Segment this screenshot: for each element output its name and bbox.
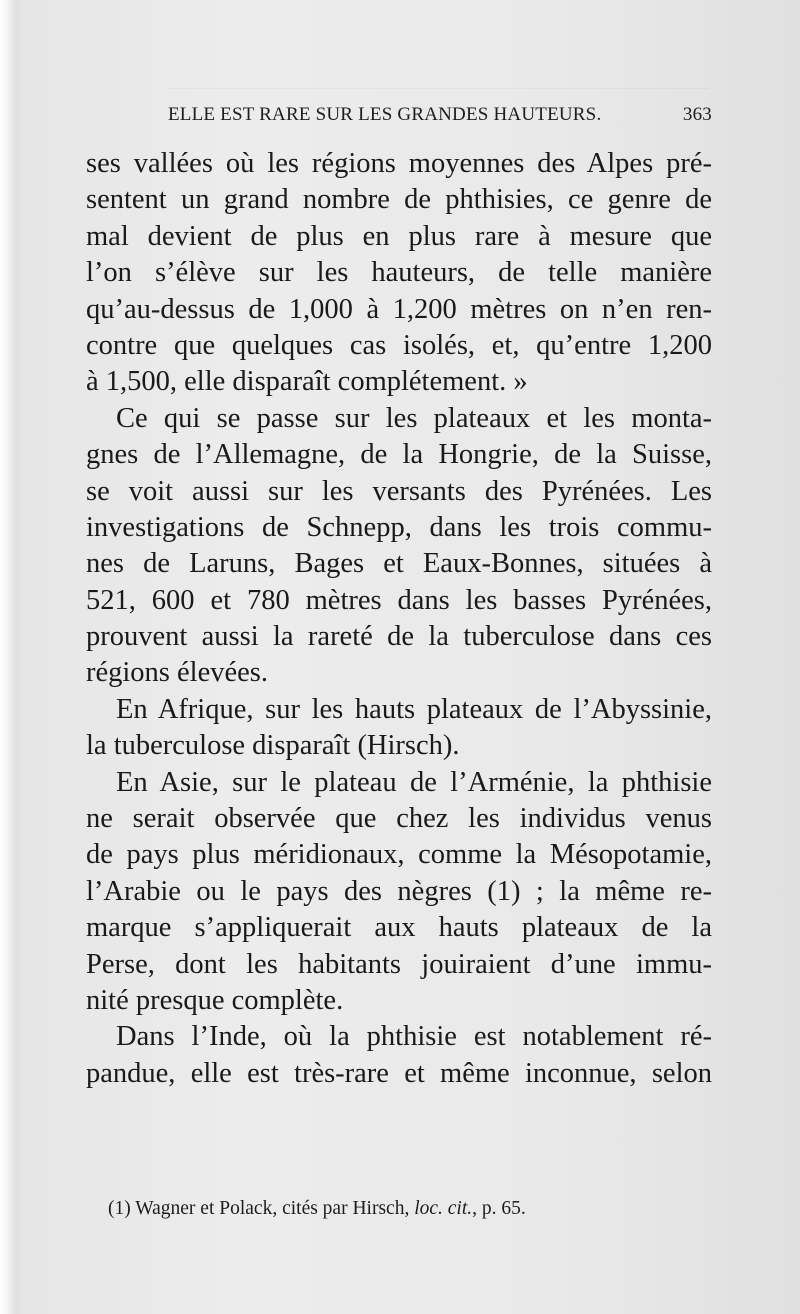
- page-edge: [0, 0, 16, 1314]
- footnote: [108, 1198, 668, 1220]
- text-line: Ce qui se passe sur les plateaux et les monta-: [116, 402, 712, 434]
- text-line: nes de Laruns, Bages et Eaux-Bonnes, situées à: [86, 548, 712, 580]
- footnote-marker: (1): [108, 1198, 131, 1219]
- text-line: En Asie, sur le plateau de l’Arménie, la phthisie: [116, 766, 712, 798]
- text-line: régions élevées.: [86, 657, 269, 689]
- text-line: la tuberculose disparaît (Hirsch).: [86, 730, 460, 762]
- text-line: 521, 600 et 780 mètres dans les basses Pyrénées,: [86, 584, 712, 616]
- text-line: investigations de Schnepp, dans les trois commu-: [86, 511, 712, 543]
- text-line: sentent un grand nombre de phthisies, ce genre de: [86, 184, 712, 216]
- text-line: contre que quelques cas isolés, et, qu’entre 1,200: [86, 329, 712, 361]
- text-line: mal devient de plus en plus rare à mesure que: [86, 220, 712, 252]
- text-line: qu’au-dessus de 1,000 à 1,200 mètres on n’en ren-: [86, 293, 712, 325]
- text-line: prouvent aussi la rareté de la tuberculose dans ces: [86, 621, 712, 653]
- footnote-page: , p. 65.: [472, 1198, 526, 1219]
- text-line: se voit aussi sur les versants des Pyrénées. Les: [86, 475, 712, 507]
- running-head: [168, 104, 712, 132]
- footnote-ref: loc. cit.: [414, 1198, 473, 1219]
- text-line: En Afrique, sur les hauts plateaux de l’Abyssinie,: [116, 693, 712, 725]
- running-title: ELLE EST RARE SUR LES GRANDES HAUTEURS.: [168, 104, 602, 125]
- text-line: gnes de l’Allemagne, de la Hongrie, de la Suisse,: [86, 439, 712, 471]
- body-text: [86, 146, 712, 1092]
- show-through: [168, 62, 708, 89]
- text-line: marque s’appliquerait aux hauts plateaux de la: [86, 912, 712, 944]
- page-number: 363: [682, 104, 712, 125]
- text-line: de pays plus méridionaux, comme la Mésopotamie,: [86, 839, 712, 871]
- text-line: Perse, dont les habitants jouiraient d’une immu-: [86, 948, 712, 980]
- text-line: l’Arabie ou le pays des nègres (1) ; la même re-: [86, 875, 712, 907]
- text-line: l’on s’élève sur les hauteurs, de telle manière: [86, 257, 712, 289]
- text-line: à 1,500, elle disparaît complétement. »: [86, 366, 528, 398]
- text-line: ne serait observée que chez les individus venus: [86, 803, 712, 835]
- text-line: ses vallées où les régions moyennes des Alpes pré-: [86, 148, 712, 179]
- footnote-authors: Wagner et Polack, cités par Hirsch,: [135, 1198, 410, 1219]
- text-line: nité presque complète.: [86, 984, 344, 1016]
- text-line: pandue, elle est très-rare et même inconnue, selon: [86, 1057, 712, 1089]
- text-line: Dans l’Inde, où la phthisie est notablement ré-: [116, 1021, 712, 1053]
